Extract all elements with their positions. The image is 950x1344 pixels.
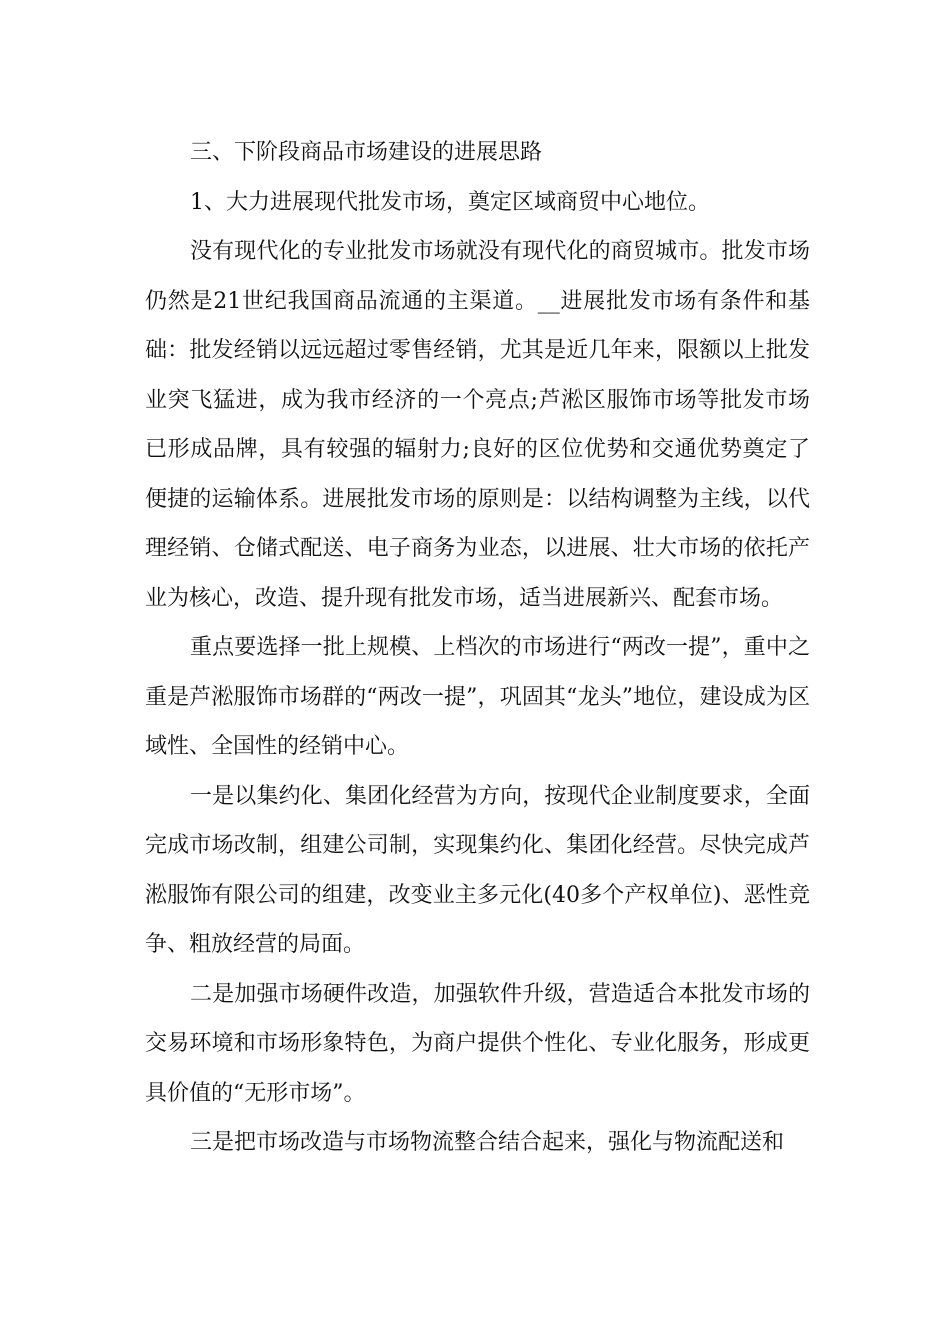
section-heading: 三、下阶段商品市场建设的进展思路: [190, 140, 543, 165]
body-paragraph: 二是加强市场硬件改造，加强软件升级，营造适合本批发市场的交易环境和市场形象特色，为商户提供个性化、专业化服务，形成更具价值的“无形市场”。: [145, 981, 810, 1106]
document-body: [145, 128, 810, 1168]
subsection-heading: 1、大力进展现代批发市场，奠定区域商贸中心地位。: [190, 189, 710, 215]
body-paragraph: 一是以集约化、集团化经营为方向，按现代企业制度要求，全面完成市场改制，组建公司制，实现集约化、集团化经营。尽快完成芦淞服饰有限公司的组建，改变业主多元化(40多个产权单位)、恶性竞争、粗放经营的局面。: [145, 783, 810, 957]
body-paragraph: 没有现代化的专业批发市场就没有现代化的商贸城市。批发市场仍然是21世纪我国商品流通的主渠道。__进展批发市场有条件和基础：批发经销以远远超过零售经销，尤其是近几年来，限额以上批发业突飞猛进，成为我市经济的一个亮点;芦淞区服饰市场等批发市场已形成品牌，具有较强的辐射力;良好的区位优势和交通优势奠定了便捷的运输体系。进展批发市场的原则是：以结构调整为主线，以代理经销、仓储式配送、电子商务为业态，以进展、壮大市场的依托产业为核心，改造、提升现有批发市场，适当进展新兴、配套市场。: [145, 239, 810, 611]
body-paragraph: 三是把市场改造与市场物流整合结合起来，强化与物流配送和: [190, 1130, 785, 1155]
body-paragraph: 重点要选择一批上规模、上档次的市场进行“两改一提”，重中之重是芦淞服饰市场群的“两改一提”，巩固其“龙头”地位，建设成为区域性、全国性的经销中心。: [145, 635, 810, 759]
